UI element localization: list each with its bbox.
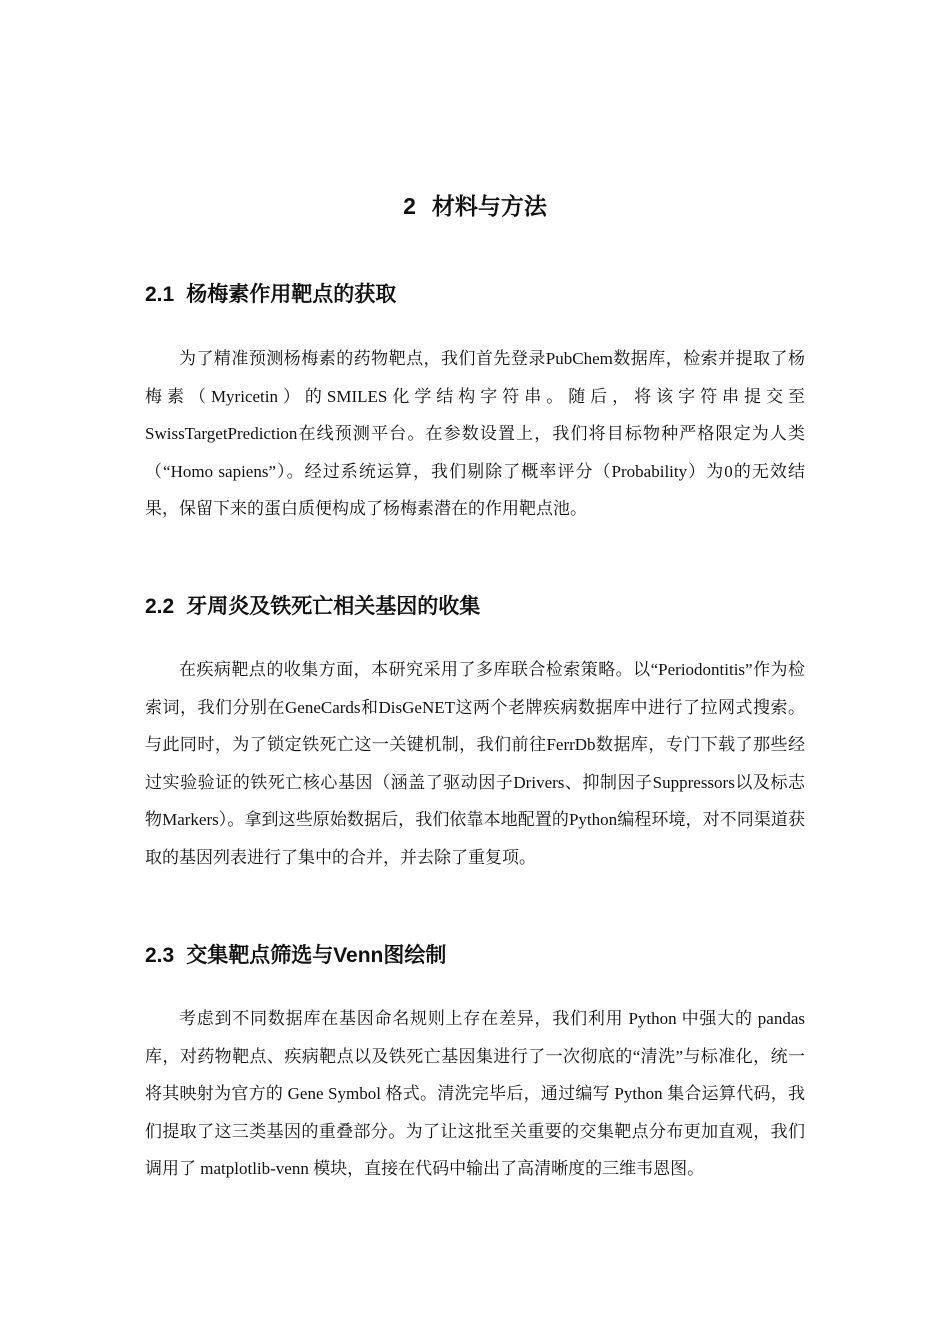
chapter-title — [145, 189, 805, 223]
section-number: 2.2 — [145, 595, 175, 618]
section-paragraph-2-2: 在疾病靶点的收集方面，本研究采用了多库联合检索策略。以“Periodontitis”作为检索词，我们分别在GeneCards和DisGeNET这两个老牌疾病数据库中进行了拉网式搜索。与此同时，为了锁定铁死亡这一关键机制，我们前往FerrDb数据库，专门下载了那些经过实验验证的铁死亡核心基因（涵盖了驱动因子Drivers、抑制因子Suppressors以及标志物Markers）。拿到这些原始数据后，我们依靠本地配置的Python编程环境，对不同渠道获取的基因列表进行了集中的合并，并去除了重复项。 — [145, 660, 805, 867]
section-paragraph-2-3: 考虑到不同数据库在基因命名规则上存在差异，我们利用 Python 中强大的 pandas 库，对药物靶点、疾病靶点以及铁死亡基因集进行了一次彻底的“清洗”与标准化，统一将其映射为官方的 Gene Symbol 格式。清洗完毕后，通过编写 Python 集合运算代码，我们提取了这三类基因的重叠部分。为了让这批至关重要的交集靶点分布更加直观，我们调用了 matplotlib-venn 模块，直接在代码中输出了高清晰度的三维韦恩图。 — [145, 1009, 805, 1179]
chapter-title-text: 材料与方法 — [431, 193, 547, 219]
section-heading-2-2 — [145, 592, 480, 622]
section-title-text: 牙周炎及铁死亡相关基因的收集 — [186, 595, 481, 618]
section-title-text: 交集靶点筛选与Venn图绘制 — [186, 944, 447, 967]
section-heading-2-1 — [145, 280, 396, 310]
chapter-number: 2 — [403, 193, 416, 219]
section-paragraph-2-1: 为了精准预测杨梅素的药物靶点，我们首先登录PubChem数据库，检索并提取了杨梅素（Myricetin）的SMILES化学结构字符串。随后，将该字符串提交至SwissTargetPrediction在线预测平台。在参数设置上，我们将目标物种严格限定为人类（“Homo sapiens”）。经过系统运算，我们剔除了概率评分（Probability）为0的无效结果，保留下来的蛋白质便构成了杨梅素潜在的作用靶点池。 — [145, 349, 805, 519]
section-number: 2.1 — [145, 283, 175, 306]
section-title-text: 杨梅素作用靶点的获取 — [186, 283, 397, 306]
section-heading-2-3 — [145, 941, 446, 971]
section-number: 2.3 — [145, 944, 175, 967]
